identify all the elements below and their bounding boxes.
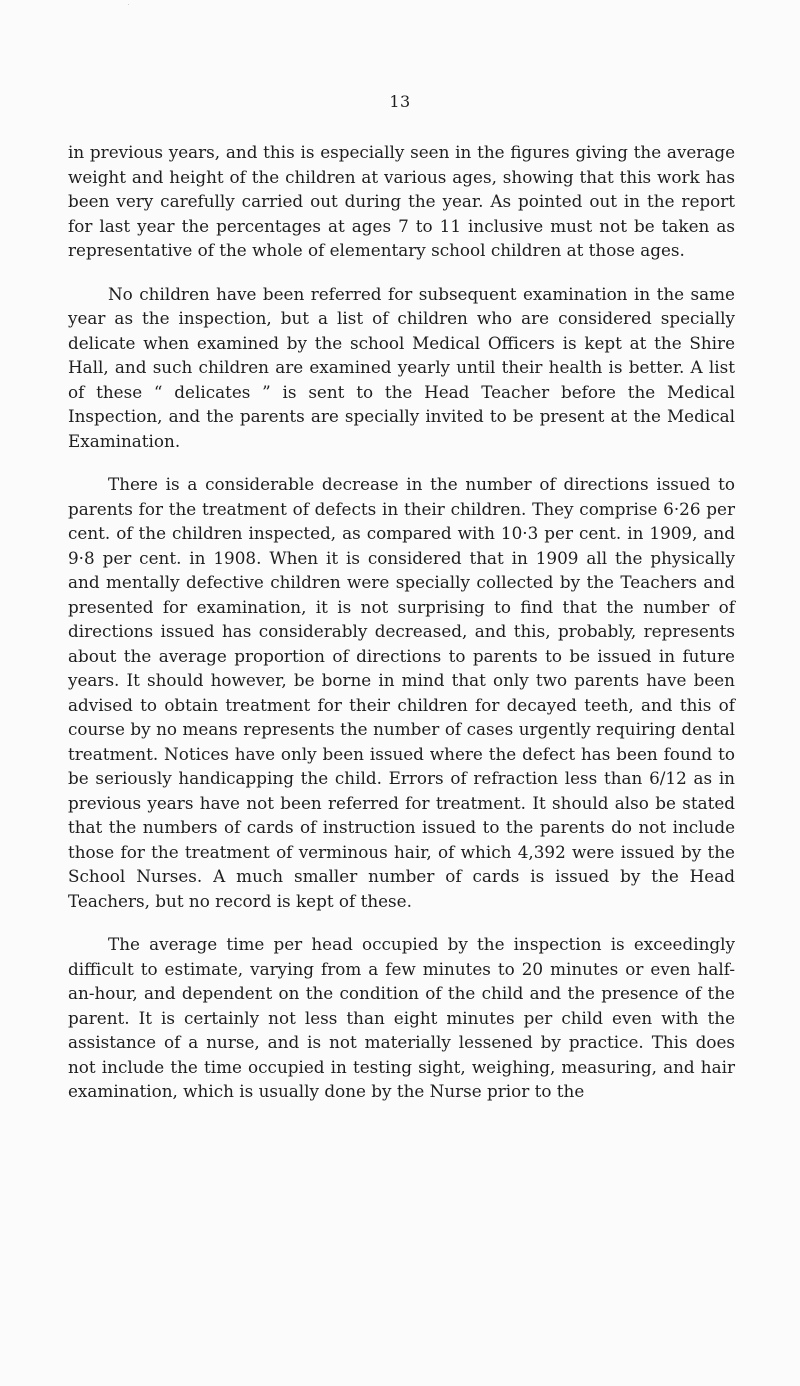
- paragraph-4: The average time per head occupied by the inspection is exceedingly difficult to estimate, varying from a few minutes to 20 minutes or even half-an-hour, and dependent on the condition of the child and the presence of the parent. It is certainly not less than eight minutes per child even with the assistance of a nurse, and is not materially lessened by practice. This does not include the time occupied in testing sight, weighing, measuring, and hair examination, which is usually done by the Nurse prior to the: [68, 934, 735, 1101]
- paragraph-1: in previous years, and this is especially seen in the figures giving the average weight and height of the children at various ages, showing that this work has been very carefully carried out during the year. As pointed out in the report for last year the percentages at ages 7 to 11 inclusive must not be taken as representative of the whole of elementary school children at those ages.: [68, 142, 735, 260]
- paragraph-2: No children have been referred for subsequent examination in the same year as the inspection, but a list of children who are considered specially delicate when examined by the school Medical Officers is kept at the Shire Hall, and such children are examined yearly until their health is better. A list of these “ delicates ” is sent to the Head Teacher before the Medical Inspection, and the parents are specially invited to be present at the Medical Examination.: [68, 283, 735, 451]
- body-text: [68, 140, 735, 1123]
- paragraph-3: There is a considerable decrease in the number of directions issued to parents for the treatment of defects in their children. They comprise 6·26 per cent. of the children inspected, as compared with 10·3 per cent. in 1909, and 9·8 per cent. in 1908. When it is considered that in 1909 all the physically and mentally defective children were specially collected by the Teachers and presented for examination, it is not surprising to find that the number of directions issued has considerably decreased, and this, probably, represents about the average proportion of directions to parents to be issued in future years. It should however, be borne in mind that only two parents have been advised to obtain treatment for their children for decayed teeth, and this of course by no means represents the number of cases urgently requiring dental treatment. Notices have only been issued where the defect has been found to be seriously handicapping the child. Errors of refraction less than 6/12 as in previous years have not been referred for treatment. It should also be stated that the numbers of cards of instruction issued to the parents do not include those for the treatment of verminous hair, of which 4,392 were issued by the School Nurses. A much smaller number of cards is issued by the Head Teachers, but no record is kept of these.: [68, 474, 735, 911]
- page-number: 13: [389, 92, 411, 111]
- print-speck: [128, 4, 129, 5]
